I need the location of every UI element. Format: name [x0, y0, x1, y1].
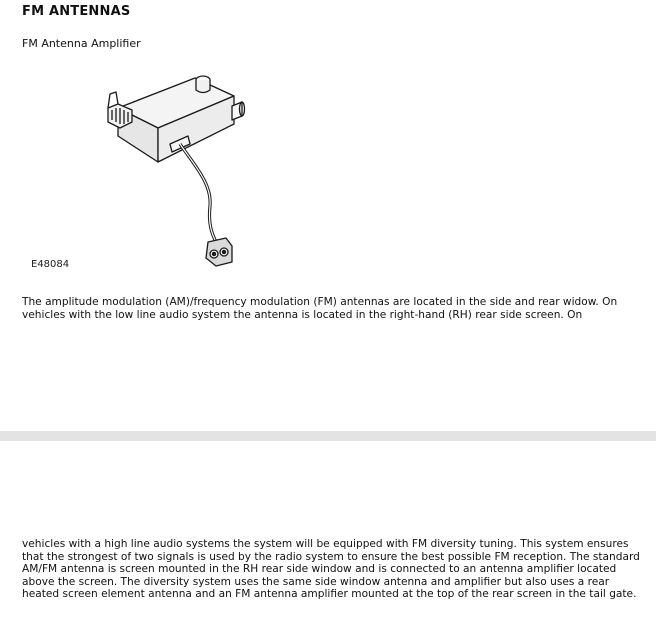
figure-id-label: E48084 — [31, 259, 70, 270]
fm-antenna-amplifier-illustration — [20, 66, 280, 276]
section-title: FM ANTENNAS — [22, 4, 131, 19]
body-paragraph-1: The amplitude modulation (AM)/frequency modulation (FM) antennas are located in the side and rear widow. On vehicles with the low line audio system the antenna is located in the right-hand (RH) rear side screen. On — [22, 296, 618, 321]
body-paragraph-2: vehicles with a high line audio systems the system will be equipped with FM diversity tuning. This system ensures that the strongest of two signals is used by the radio system to ensure the best possible FM reception. The standard AM/FM antenna is screen mounted in the RH rear side window and is connected to an antenna amplifier located above the screen. The diversity system uses the same side window antenna and amplifier but also uses a rear heated screen element antenna and an FM antenna amplifier mounted at the top of the rear screen in the tail gate. — [22, 538, 640, 601]
fm-antenna-amplifier-figure — [20, 66, 280, 276]
figure-subtitle: FM Antenna Amplifier — [22, 37, 141, 50]
page-break-divider — [0, 431, 656, 441]
